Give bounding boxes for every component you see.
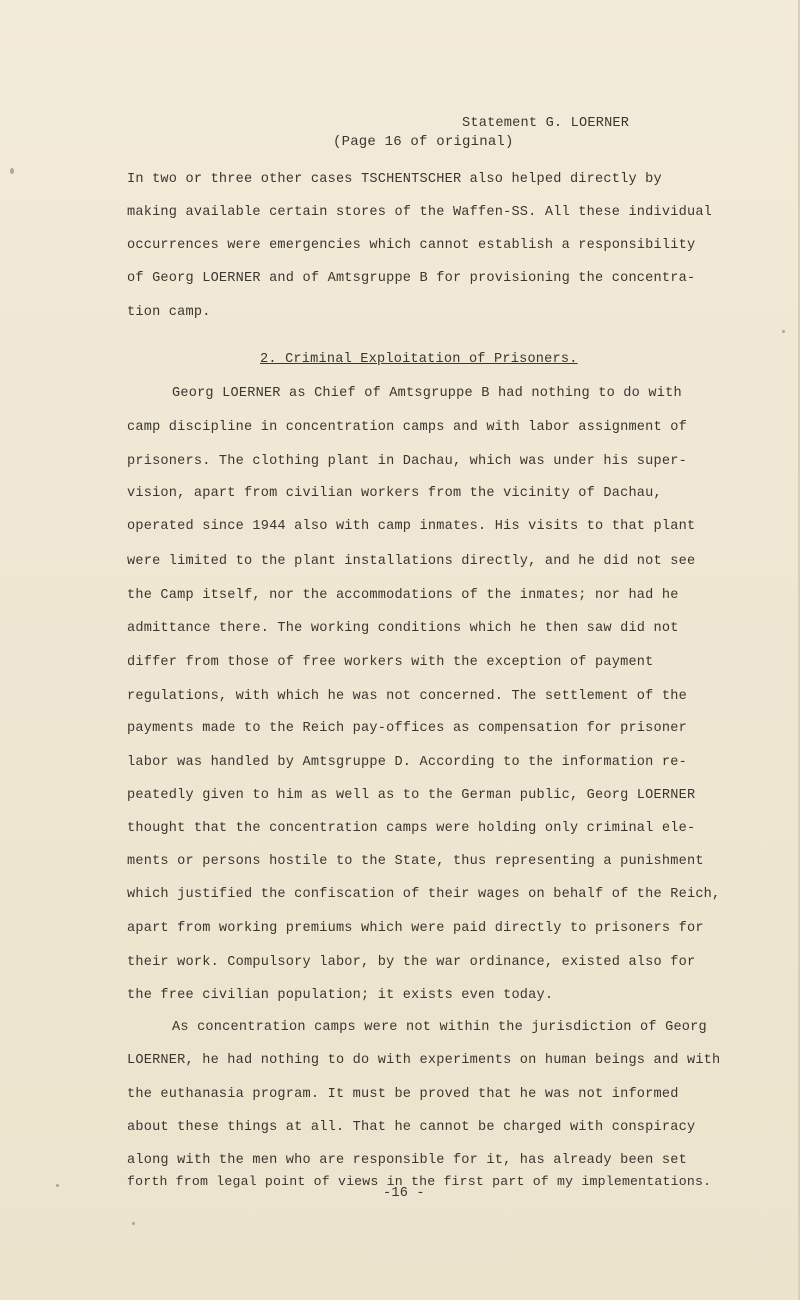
paragraph2-line: camp discipline in concentration camps and with labor assignment of	[127, 420, 687, 435]
paragraph2-line: ments or persons hostile to the State, thus representing a punishment	[127, 854, 704, 869]
paragraph3-line: forth from legal point of views in the first part of my implementations.	[127, 1174, 712, 1189]
paragraph1-line: In two or three other cases TSCHENTSCHER also helped directly by	[127, 172, 662, 187]
paragraph2-line: Georg LOERNER as Chief of Amtsgruppe B had nothing to do with	[172, 386, 682, 401]
paragraph1-line: tion camp.	[127, 305, 211, 320]
paragraph3-line: LOERNER, he had nothing to do with experiments on human beings and with	[127, 1053, 721, 1068]
page-reference: (Page 16 of original)	[333, 134, 514, 150]
paragraph2-line: peatedly given to him as well as to the German public, Georg LOERNER	[127, 788, 696, 803]
section-heading: 2. Criminal Exploitation of Prisoners.	[260, 352, 578, 367]
page-number: -16 -	[383, 1186, 425, 1201]
paper-speck	[10, 168, 14, 174]
paragraph3-line: along with the men who are responsible for it, has already been set	[127, 1153, 687, 1168]
paragraph1-line: of Georg LOERNER and of Amtsgruppe B for provisioning the concentra-	[127, 271, 696, 286]
paragraph2-line: the Camp itself, nor the accommodations of the inmates; nor had he	[127, 588, 679, 603]
paper-speck	[132, 1222, 135, 1225]
paragraph2-line: admittance there. The working conditions which he then saw did not	[127, 621, 679, 636]
paragraph1-line: making available certain stores of the Waffen-SS. All these individual	[127, 205, 713, 220]
paragraph2-line: their work. Compulsory labor, by the war ordinance, existed also for	[127, 955, 696, 970]
paragraph2-line: regulations, with which he was not concerned. The settlement of the	[127, 689, 687, 704]
paragraph2-line: payments made to the Reich pay-offices as compensation for prisoner	[127, 721, 687, 736]
paragraph1-line: occurrences were emergencies which cannot establish a responsibility	[127, 238, 696, 253]
paper-speck	[782, 330, 785, 333]
paper-speck	[56, 1184, 59, 1187]
paragraph2-line: prisoners. The clothing plant in Dachau, which was under his super-	[127, 454, 687, 469]
paragraph2-line: labor was handled by Amtsgruppe D. According to the information re-	[127, 755, 687, 770]
paragraph2-line: were limited to the plant installations directly, and he did not see	[127, 554, 696, 569]
paragraph2-line: vision, apart from civilian workers from the vicinity of Dachau,	[127, 486, 662, 501]
paragraph2-line: operated since 1944 also with camp inmates. His visits to that plant	[127, 519, 696, 534]
paragraph2-line: the free civilian population; it exists even today.	[127, 988, 554, 1003]
paragraph3-line: As concentration camps were not within the jurisdiction of Georg	[172, 1020, 707, 1035]
paragraph3-line: about these things at all. That he cannot be charged with conspiracy	[127, 1120, 696, 1135]
paragraph3-line: the euthanasia program. It must be proved that he was not informed	[127, 1087, 679, 1102]
paragraph2-line: which justified the confiscation of their wages on behalf of the Reich,	[127, 887, 721, 902]
paragraph2-line: apart from working premiums which were paid directly to prisoners for	[127, 921, 704, 936]
paragraph2-line: thought that the concentration camps were holding only criminal ele-	[127, 821, 696, 836]
paragraph2-line: differ from those of free workers with the exception of payment	[127, 655, 654, 670]
statement-header: Statement G. LOERNER	[462, 116, 630, 131]
